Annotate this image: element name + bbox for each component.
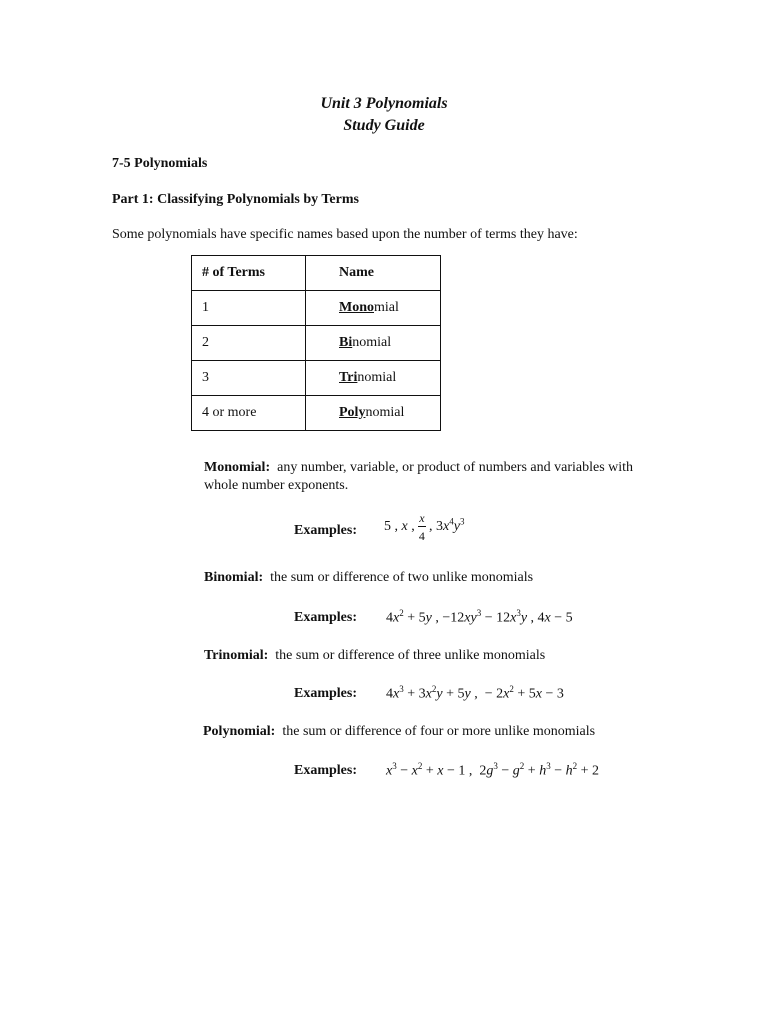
document-subtitle: Study Guide (343, 117, 425, 134)
monomial-text: any number, variable, or product of numbers and variables with whole number exponents. (204, 460, 634, 493)
name-suffix: mial (374, 300, 399, 315)
name-suffix: nomial (357, 370, 397, 385)
monomial-examples-label: Examples: (294, 523, 357, 538)
binomial-definition (204, 570, 533, 586)
polynomial-examples-label: Examples: (294, 763, 357, 778)
table-row (192, 326, 441, 361)
name-prefix: Poly (339, 405, 366, 420)
monomial-definition (204, 459, 644, 495)
name-prefix: Tri (339, 370, 358, 385)
name-prefix: Mono (339, 300, 374, 315)
table-cell-name (306, 326, 441, 361)
name-suffix: nomial (365, 405, 405, 420)
binomial-term: Binomial: (204, 570, 264, 585)
trinomial-examples-label: Examples: (294, 686, 357, 701)
polynomial-term: Polynomial: (203, 724, 276, 739)
table-row (192, 396, 441, 431)
fraction-x-over-4: $\frac{x}{4}$ (418, 511, 425, 543)
table-cell-terms: 4 or more (192, 396, 306, 431)
name-suffix: nomial (352, 335, 392, 350)
terms-table (191, 255, 441, 431)
table-cell-name (306, 361, 441, 396)
table-row (192, 291, 441, 326)
section-heading: 7-5 Polynomials (112, 156, 208, 171)
trinomial-term: Trinomial: (204, 648, 269, 663)
document-title: Unit 3 Polynomials (320, 95, 448, 112)
polynomial-definition (203, 724, 595, 740)
table-header-terms: # of Terms (192, 256, 306, 291)
table-cell-name (306, 291, 441, 326)
trinomial-definition (204, 648, 545, 664)
table-row (192, 361, 441, 396)
monomial-examples: 5 , x , $\frac{x}{4}$ , $3x^4y^3$ (384, 511, 465, 543)
table-header-row (192, 256, 441, 291)
polynomial-text: the sum or difference of four or more unlike monomials (282, 724, 596, 739)
table-cell-terms: 1 (192, 291, 306, 326)
intro-text: Some polynomials have specific names based upon the number of terms they have: (112, 227, 578, 242)
binomial-examples-label: Examples: (294, 610, 357, 625)
trinomial-text: the sum or difference of three unlike monomials (275, 648, 546, 663)
monomial-term: Monomial: (204, 460, 271, 475)
table-header-name: Name (306, 256, 441, 291)
polynomial-examples: $x^3 - x^2 + x - 1$ , $2g^3 - g^2 + h^3 - h^2 + 2$ (386, 761, 599, 779)
table-cell-terms: 3 (192, 361, 306, 396)
binomial-examples: $4x^2 + 5y$ , $-12xy^3 - 12x^3y$ , 4x − 5 (386, 608, 573, 626)
table-cell-terms: 2 (192, 326, 306, 361)
binomial-text: the sum or difference of two unlike monomials (270, 570, 534, 585)
name-prefix: Bi (339, 335, 353, 350)
part-heading: Part 1: Classifying Polynomials by Terms (112, 192, 359, 207)
trinomial-examples: $4x^3 + 3x^2y + 5y$ , − $2x^2 + 5x - 3$ (386, 684, 564, 702)
table-cell-name (306, 396, 441, 431)
